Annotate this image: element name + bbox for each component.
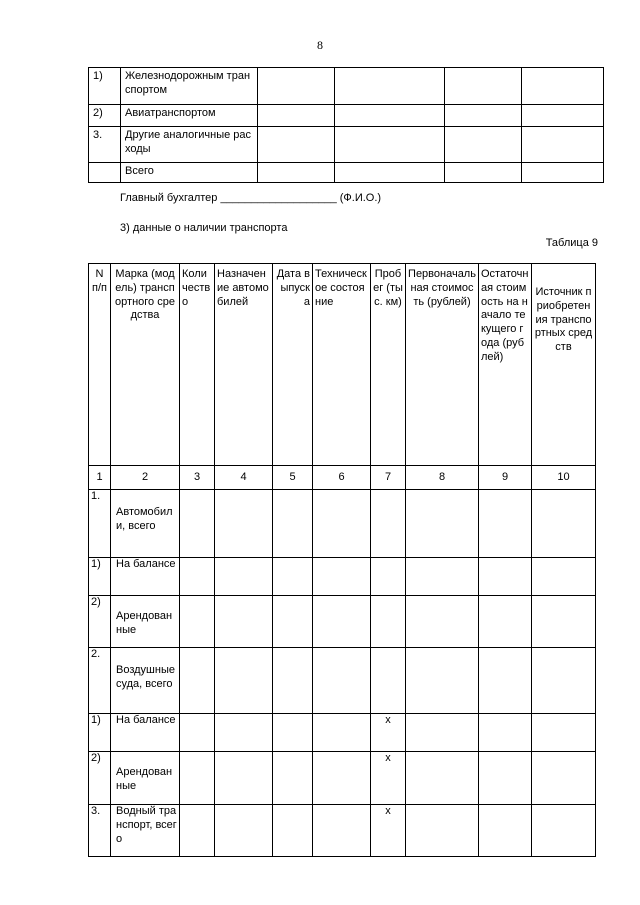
column-header: Дата выпуска — [273, 264, 313, 466]
row-number: 3. — [89, 805, 111, 857]
row-number: 1) — [89, 558, 111, 596]
row-label: На балансе — [111, 714, 180, 752]
column-number: 10 — [532, 466, 596, 490]
row-label: Всего — [121, 163, 258, 183]
row-label: Железнодорожным транспортом — [121, 68, 258, 105]
row-number: 2) — [89, 596, 111, 648]
column-number: 5 — [273, 466, 313, 490]
column-number: 7 — [371, 466, 406, 490]
header-row — [89, 264, 596, 466]
column-number: 1 — [89, 466, 111, 490]
column-number: 8 — [406, 466, 479, 490]
page-number: 8 — [317, 38, 323, 52]
table-row — [89, 714, 596, 752]
table-row — [89, 163, 604, 183]
table-row — [89, 558, 596, 596]
row-label: Автомобили, всего — [111, 490, 180, 558]
table-row — [89, 752, 596, 805]
column-header: Марка (модель) транспортного средства — [111, 264, 180, 466]
mileage-cell — [371, 558, 406, 596]
row-label: Водный транспорт, всего — [111, 805, 180, 857]
table-row — [89, 490, 596, 558]
table-caption: Таблица 9 — [545, 237, 598, 249]
table-row — [89, 805, 596, 857]
mileage-cell: x — [371, 805, 406, 857]
row-number: 1) — [89, 68, 121, 105]
row-number — [89, 163, 121, 183]
column-header: Пробег (тыс. км) — [371, 264, 406, 466]
expenses-table — [88, 67, 604, 183]
column-number: 4 — [215, 466, 273, 490]
row-number: 2. — [89, 648, 111, 714]
row-label: Другие аналогичные расходы — [121, 127, 258, 163]
column-number: 2 — [111, 466, 180, 490]
row-number: 2) — [89, 752, 111, 805]
row-label: Воздушные суда, всего — [111, 648, 180, 714]
column-number: 9 — [479, 466, 532, 490]
row-number: 2) — [89, 105, 121, 127]
row-number: 3. — [89, 127, 121, 163]
column-number: 6 — [313, 466, 371, 490]
row-label: На балансе — [111, 558, 180, 596]
column-number: 3 — [180, 466, 215, 490]
row-label: Арендованные — [111, 596, 180, 648]
table-row — [89, 596, 596, 648]
column-header: Назначение автомобилей — [215, 264, 273, 466]
chief-accountant-signature: Главный бухгалтер ___________________ (Ф.И.О.) — [120, 192, 382, 204]
row-label: Арендованные — [111, 752, 180, 805]
column-header: Количество — [180, 264, 215, 466]
transport-table — [88, 263, 596, 857]
row-label: Авиатранспортом — [121, 105, 258, 127]
column-header: Первоначальная стоимость (рублей) — [406, 264, 479, 466]
column-number-row — [89, 466, 596, 490]
mileage-cell: x — [371, 714, 406, 752]
mileage-cell: x — [371, 752, 406, 805]
column-header: Остаточная стоимость на начало текущего года (рублей) — [479, 264, 532, 466]
section-title: 3) данные о наличии транспорта — [120, 222, 288, 234]
mileage-cell — [371, 648, 406, 714]
table-row — [89, 127, 604, 163]
table-row — [89, 105, 604, 127]
column-header: N п/п — [89, 264, 111, 466]
table-row — [89, 68, 604, 105]
column-header: Источник приобретения транспортных средств — [532, 264, 596, 466]
column-header: Техническое состояние — [313, 264, 371, 466]
mileage-cell — [371, 490, 406, 558]
mileage-cell — [371, 596, 406, 648]
row-number: 1. — [89, 490, 111, 558]
table-row — [89, 648, 596, 714]
row-number: 1) — [89, 714, 111, 752]
